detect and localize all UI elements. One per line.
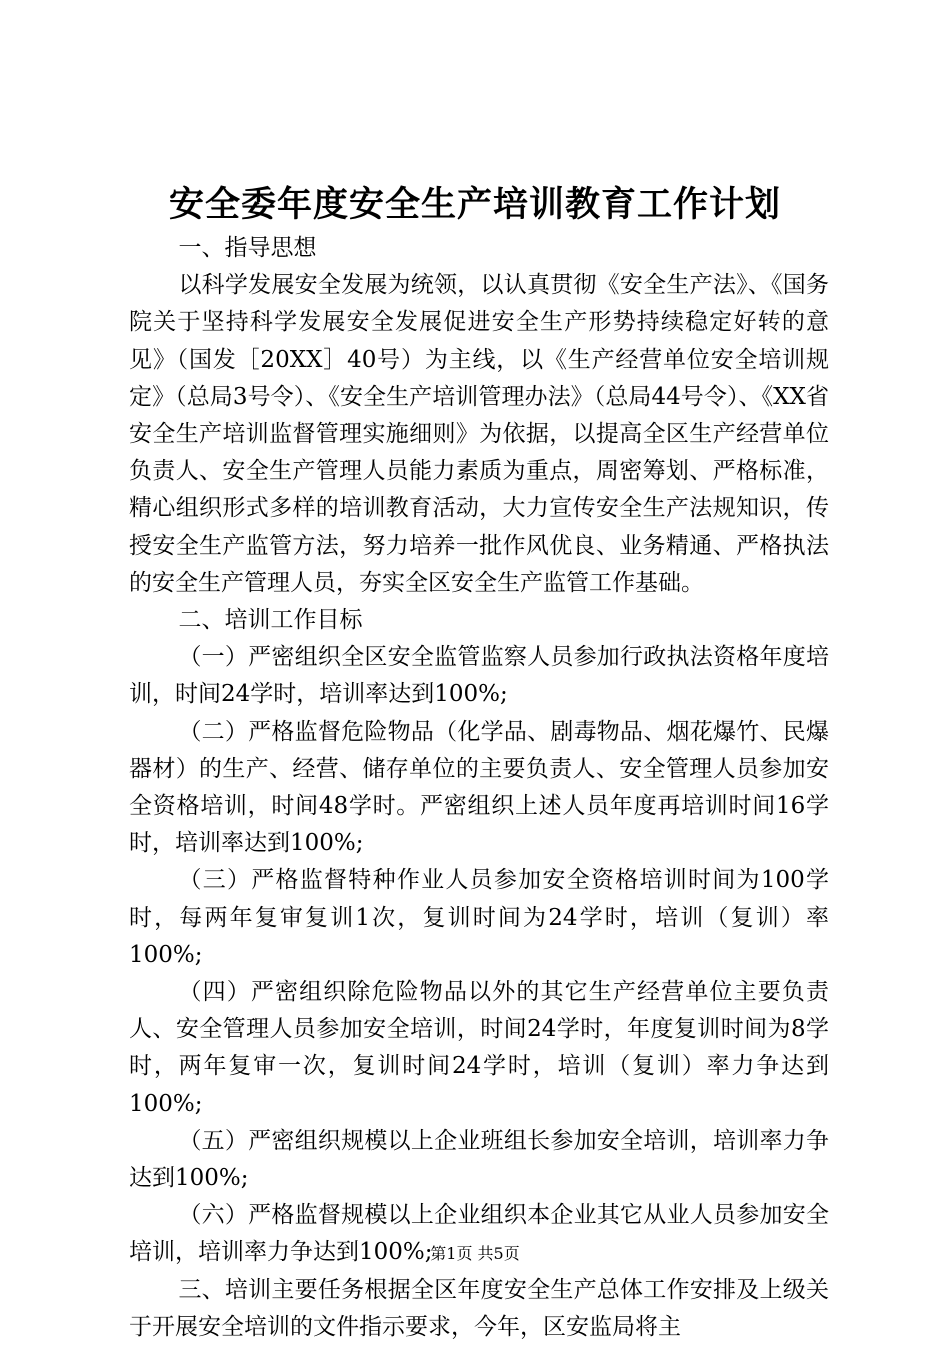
- section-heading-guiding-ideology: 一、指导思想: [178, 235, 317, 261]
- section-heading-training-goals: 二、培训工作目标: [178, 607, 363, 634]
- paragraph-goal-3: （三）严格监督特种作业人员参加安全资格培训时间为100学时，每两年复审复训1次，复训时间为24学时，培训（复训）率100%;: [129, 867, 829, 968]
- paragraph-guiding-ideology: 以科学发展安全发展为统领，以认真贯彻《安全生产法》、《国务院关于坚持科学发展安全发展促进安全生产形势持续稳定好转的意见》（国发［20XX］40号）为主线，以《生产经营单位安全培训规定》（总局3号令）、《安全生产培训管理办法》（总局44号令）、《XX省安全生产培训监督管理实施细则》为依据，以提高全区生产经营单位负责人、安全生产管理人员能力素质为重点，周密筹划、严格标准，精心组织形式多样的培训教育活动，大力宣传安全生产法规知识，传授安全生产监管方法，努力培养一批作风优良、业务精通、严格执法的安全生产管理人员，夯实全区安全生产监管工作基础。: [129, 272, 829, 596]
- paragraph-goal-5: （五）严密组织规模以上企业班组长参加安全培训，培训率力争达到100%;: [129, 1127, 829, 1192]
- page-footer: 第1页 共5页: [430, 1244, 520, 1263]
- paragraph-main-tasks: 三、培训主要任务根据全区年度安全生产总体工作安排及上级关于开展安全培训的文件指示要求，今年，区安监局将主: [129, 1276, 829, 1340]
- paragraph-goal-1: （一）严密组织全区安全监管监察人员参加行政执法资格年度培训，时间24学时，培训率达到100%;: [129, 644, 829, 708]
- paragraph-goal-4: （四）严密组织除危险物品以外的其它生产经营单位主要负责人、安全管理人员参加安全培训，时间24学时，年度复训时间为8学时，两年复审一次，复训时间24学时，培训（复训）率力争达到100%;: [129, 979, 829, 1117]
- document-title: 安全委年度安全生产培训教育工作计划: [168, 185, 781, 225]
- paragraph-goal-6: （六）严格监督规模以上企业组织本企业其它从业人员参加安全培训，培训率力争达到100%;: [129, 1202, 829, 1266]
- paragraph-goal-2: （二）严格监督危险物品（化学品、剧毒物品、烟花爆竹、民爆器材）的生产、经营、储存单位的主要负责人、安全管理人员参加安全资格培训，时间48学时。严密组织上述人员年度再培训时间16学时，培训率达到100%;: [129, 718, 829, 857]
- document-body: [129, 230, 829, 1346]
